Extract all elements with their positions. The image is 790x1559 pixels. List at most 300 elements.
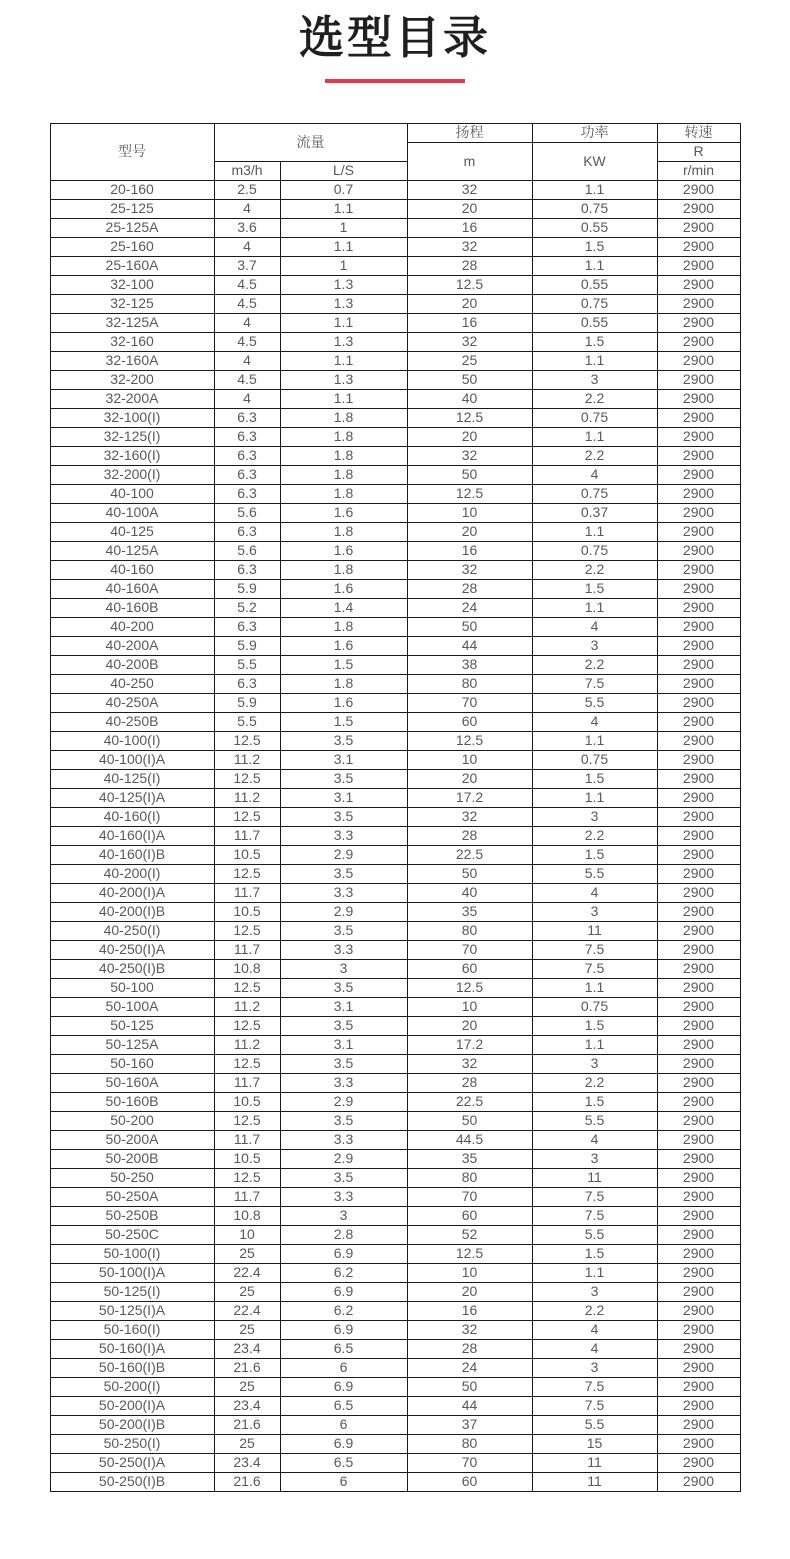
cell-power_kw: 2.2 <box>532 560 657 579</box>
cell-speed_rpm: 2900 <box>657 636 740 655</box>
table-row <box>50 940 740 959</box>
cell-power_kw: 5.5 <box>532 1225 657 1244</box>
cell-flow_m3h: 4.5 <box>214 275 280 294</box>
cell-speed_rpm: 2900 <box>657 256 740 275</box>
cell-flow_ls: 1.8 <box>280 465 407 484</box>
cell-power_kw: 5.5 <box>532 1111 657 1130</box>
cell-head_m: 60 <box>407 959 532 978</box>
cell-power_kw: 5.5 <box>532 693 657 712</box>
cell-head_m: 44 <box>407 1396 532 1415</box>
cell-head_m: 10 <box>407 750 532 769</box>
table-row <box>50 408 740 427</box>
cell-head_m: 20 <box>407 522 532 541</box>
cell-flow_m3h: 11.7 <box>214 826 280 845</box>
table-row <box>50 389 740 408</box>
cell-speed_rpm: 2900 <box>657 1111 740 1130</box>
cell-model: 32-200 <box>50 370 214 389</box>
table-row <box>50 959 740 978</box>
cell-flow_ls: 1.3 <box>280 294 407 313</box>
cell-flow_ls: 0.7 <box>280 180 407 199</box>
cell-flow_ls: 3.1 <box>280 1035 407 1054</box>
cell-head_m: 50 <box>407 617 532 636</box>
cell-flow_ls: 1.6 <box>280 636 407 655</box>
cell-speed_rpm: 2900 <box>657 1396 740 1415</box>
cell-power_kw: 1.1 <box>532 978 657 997</box>
cell-speed_rpm: 2900 <box>657 332 740 351</box>
cell-flow_m3h: 6.3 <box>214 427 280 446</box>
title-divider <box>325 79 465 83</box>
table-row <box>50 731 740 750</box>
cell-speed_rpm: 2900 <box>657 1225 740 1244</box>
cell-flow_m3h: 4.5 <box>214 370 280 389</box>
cell-model: 40-200(I)B <box>50 902 214 921</box>
cell-flow_m3h: 5.6 <box>214 541 280 560</box>
cell-speed_rpm: 2900 <box>657 1453 740 1472</box>
cell-model: 32-125 <box>50 294 214 313</box>
cell-head_m: 80 <box>407 1168 532 1187</box>
cell-flow_ls: 6.9 <box>280 1320 407 1339</box>
cell-model: 50-125(I) <box>50 1282 214 1301</box>
cell-flow_ls: 3.3 <box>280 1130 407 1149</box>
cell-power_kw: 4 <box>532 883 657 902</box>
cell-power_kw: 4 <box>532 465 657 484</box>
cell-model: 40-250B <box>50 712 214 731</box>
cell-power_kw: 2.2 <box>532 1301 657 1320</box>
cell-flow_ls: 1.8 <box>280 617 407 636</box>
table-row <box>50 370 740 389</box>
table-row <box>50 503 740 522</box>
cell-flow_m3h: 11.2 <box>214 997 280 1016</box>
cell-flow_m3h: 11.2 <box>214 788 280 807</box>
table-row <box>50 655 740 674</box>
cell-head_m: 38 <box>407 655 532 674</box>
cell-speed_rpm: 2900 <box>657 674 740 693</box>
cell-model: 40-160A <box>50 579 214 598</box>
cell-head_m: 20 <box>407 294 532 313</box>
cell-speed_rpm: 2900 <box>657 921 740 940</box>
header-power-unit: KW <box>532 142 657 180</box>
cell-flow_ls: 6 <box>280 1358 407 1377</box>
cell-flow_m3h: 3.6 <box>214 218 280 237</box>
cell-head_m: 28 <box>407 826 532 845</box>
cell-model: 50-100(I) <box>50 1244 214 1263</box>
cell-power_kw: 11 <box>532 921 657 940</box>
cell-power_kw: 0.75 <box>532 294 657 313</box>
cell-power_kw: 1.1 <box>532 1035 657 1054</box>
cell-power_kw: 0.55 <box>532 275 657 294</box>
cell-speed_rpm: 2900 <box>657 712 740 731</box>
header-power: 功率 <box>532 123 657 142</box>
cell-power_kw: 4 <box>532 1130 657 1149</box>
cell-flow_m3h: 25 <box>214 1282 280 1301</box>
cell-flow_m3h: 10.5 <box>214 845 280 864</box>
cell-model: 25-125A <box>50 218 214 237</box>
table-row <box>50 845 740 864</box>
cell-model: 32-160A <box>50 351 214 370</box>
cell-power_kw: 3 <box>532 1282 657 1301</box>
cell-speed_rpm: 2900 <box>657 845 740 864</box>
cell-power_kw: 3 <box>532 1054 657 1073</box>
table-row <box>50 560 740 579</box>
cell-flow_ls: 1.6 <box>280 541 407 560</box>
cell-power_kw: 5.5 <box>532 864 657 883</box>
cell-flow_m3h: 10.8 <box>214 1206 280 1225</box>
cell-flow_ls: 1.8 <box>280 408 407 427</box>
cell-speed_rpm: 2900 <box>657 598 740 617</box>
cell-flow_ls: 1.1 <box>280 351 407 370</box>
cell-head_m: 70 <box>407 1453 532 1472</box>
cell-speed_rpm: 2900 <box>657 579 740 598</box>
cell-flow_m3h: 6.3 <box>214 522 280 541</box>
cell-speed_rpm: 2900 <box>657 275 740 294</box>
cell-power_kw: 1.1 <box>532 180 657 199</box>
cell-head_m: 32 <box>407 560 532 579</box>
cell-head_m: 28 <box>407 256 532 275</box>
cell-flow_m3h: 23.4 <box>214 1339 280 1358</box>
cell-head_m: 50 <box>407 1377 532 1396</box>
cell-model: 50-250C <box>50 1225 214 1244</box>
cell-flow_m3h: 12.5 <box>214 978 280 997</box>
cell-speed_rpm: 2900 <box>657 522 740 541</box>
cell-speed_rpm: 2900 <box>657 959 740 978</box>
cell-head_m: 40 <box>407 389 532 408</box>
cell-flow_m3h: 12.5 <box>214 731 280 750</box>
cell-model: 32-200(I) <box>50 465 214 484</box>
cell-model: 50-100(I)A <box>50 1263 214 1282</box>
cell-flow_ls: 3.5 <box>280 1168 407 1187</box>
cell-flow_ls: 6.9 <box>280 1377 407 1396</box>
cell-flow_m3h: 12.5 <box>214 1111 280 1130</box>
cell-flow_m3h: 10 <box>214 1225 280 1244</box>
cell-head_m: 24 <box>407 598 532 617</box>
cell-speed_rpm: 2900 <box>657 351 740 370</box>
cell-model: 40-250A <box>50 693 214 712</box>
cell-model: 50-200(I) <box>50 1377 214 1396</box>
cell-flow_m3h: 4 <box>214 313 280 332</box>
cell-head_m: 37 <box>407 1415 532 1434</box>
cell-flow_ls: 3.5 <box>280 1016 407 1035</box>
cell-speed_rpm: 2900 <box>657 1282 740 1301</box>
table-row <box>50 313 740 332</box>
cell-head_m: 22.5 <box>407 1092 532 1111</box>
cell-flow_ls: 3.5 <box>280 807 407 826</box>
table-row <box>50 674 740 693</box>
cell-flow_ls: 1.3 <box>280 275 407 294</box>
table-row <box>50 1054 740 1073</box>
cell-speed_rpm: 2900 <box>657 465 740 484</box>
cell-flow_m3h: 11.7 <box>214 1073 280 1092</box>
cell-head_m: 12.5 <box>407 408 532 427</box>
cell-flow_ls: 3.5 <box>280 769 407 788</box>
cell-flow_m3h: 21.6 <box>214 1472 280 1491</box>
cell-power_kw: 4 <box>532 1339 657 1358</box>
cell-power_kw: 2.2 <box>532 826 657 845</box>
cell-flow_m3h: 5.2 <box>214 598 280 617</box>
cell-model: 50-200A <box>50 1130 214 1149</box>
cell-power_kw: 7.5 <box>532 959 657 978</box>
table-row <box>50 1092 740 1111</box>
cell-speed_rpm: 2900 <box>657 750 740 769</box>
cell-head_m: 25 <box>407 351 532 370</box>
cell-model: 40-160 <box>50 560 214 579</box>
cell-head_m: 44.5 <box>407 1130 532 1149</box>
cell-model: 50-100 <box>50 978 214 997</box>
cell-flow_m3h: 12.5 <box>214 1016 280 1035</box>
cell-power_kw: 0.75 <box>532 199 657 218</box>
table-row <box>50 1358 740 1377</box>
cell-power_kw: 1.5 <box>532 1016 657 1035</box>
cell-flow_ls: 3.3 <box>280 883 407 902</box>
cell-head_m: 35 <box>407 902 532 921</box>
cell-flow_ls: 1.8 <box>280 427 407 446</box>
cell-model: 40-160(I)B <box>50 845 214 864</box>
cell-power_kw: 2.2 <box>532 389 657 408</box>
cell-model: 50-160(I) <box>50 1320 214 1339</box>
cell-model: 50-250(I) <box>50 1434 214 1453</box>
cell-head_m: 16 <box>407 1301 532 1320</box>
cell-head_m: 28 <box>407 579 532 598</box>
cell-flow_ls: 2.9 <box>280 1149 407 1168</box>
table-row <box>50 275 740 294</box>
cell-flow_m3h: 4.5 <box>214 294 280 313</box>
cell-model: 40-160(I)A <box>50 826 214 845</box>
cell-flow_m3h: 22.4 <box>214 1263 280 1282</box>
cell-speed_rpm: 2900 <box>657 978 740 997</box>
cell-speed_rpm: 2900 <box>657 1073 740 1092</box>
cell-flow_m3h: 5.9 <box>214 693 280 712</box>
cell-flow_m3h: 4.5 <box>214 332 280 351</box>
cell-model: 50-160(I)A <box>50 1339 214 1358</box>
cell-model: 50-250 <box>50 1168 214 1187</box>
cell-model: 50-200(I)B <box>50 1415 214 1434</box>
cell-power_kw: 1.1 <box>532 522 657 541</box>
cell-head_m: 24 <box>407 1358 532 1377</box>
cell-model: 40-250(I)A <box>50 940 214 959</box>
cell-speed_rpm: 2900 <box>657 218 740 237</box>
cell-flow_ls: 2.8 <box>280 1225 407 1244</box>
cell-head_m: 12.5 <box>407 978 532 997</box>
cell-power_kw: 1.1 <box>532 1263 657 1282</box>
cell-flow_m3h: 6.3 <box>214 465 280 484</box>
table-row <box>50 1301 740 1320</box>
table-row <box>50 712 740 731</box>
cell-power_kw: 7.5 <box>532 940 657 959</box>
header-flow-unit-m3h: m3/h <box>214 161 280 180</box>
cell-power_kw: 11 <box>532 1168 657 1187</box>
cell-head_m: 70 <box>407 1187 532 1206</box>
cell-head_m: 32 <box>407 446 532 465</box>
cell-model: 40-125A <box>50 541 214 560</box>
cell-power_kw: 2.2 <box>532 1073 657 1092</box>
cell-model: 40-160B <box>50 598 214 617</box>
cell-head_m: 17.2 <box>407 1035 532 1054</box>
cell-flow_ls: 6.5 <box>280 1339 407 1358</box>
cell-model: 50-125 <box>50 1016 214 1035</box>
cell-flow_m3h: 5.9 <box>214 636 280 655</box>
cell-flow_ls: 3.1 <box>280 788 407 807</box>
cell-power_kw: 0.75 <box>532 541 657 560</box>
table-row <box>50 750 740 769</box>
cell-flow_m3h: 10.5 <box>214 902 280 921</box>
cell-head_m: 12.5 <box>407 731 532 750</box>
cell-speed_rpm: 2900 <box>657 446 740 465</box>
cell-speed_rpm: 2900 <box>657 1054 740 1073</box>
cell-flow_m3h: 12.5 <box>214 1168 280 1187</box>
cell-flow_m3h: 6.3 <box>214 408 280 427</box>
table-row <box>50 864 740 883</box>
cell-head_m: 50 <box>407 465 532 484</box>
cell-power_kw: 1.1 <box>532 256 657 275</box>
cell-model: 40-160(I) <box>50 807 214 826</box>
header-model: 型号 <box>50 123 214 180</box>
cell-head_m: 10 <box>407 997 532 1016</box>
cell-head_m: 32 <box>407 1320 532 1339</box>
cell-speed_rpm: 2900 <box>657 1244 740 1263</box>
cell-power_kw: 1.5 <box>532 845 657 864</box>
cell-flow_ls: 6.5 <box>280 1453 407 1472</box>
cell-head_m: 60 <box>407 1206 532 1225</box>
cell-flow_ls: 1.6 <box>280 579 407 598</box>
cell-head_m: 80 <box>407 1434 532 1453</box>
table-row <box>50 579 740 598</box>
table-row <box>50 1282 740 1301</box>
cell-flow_m3h: 25 <box>214 1434 280 1453</box>
cell-flow_m3h: 11.2 <box>214 1035 280 1054</box>
table-row <box>50 1149 740 1168</box>
cell-power_kw: 3 <box>532 636 657 655</box>
cell-power_kw: 0.55 <box>532 218 657 237</box>
cell-flow_m3h: 21.6 <box>214 1358 280 1377</box>
table-row <box>50 1130 740 1149</box>
cell-head_m: 10 <box>407 1263 532 1282</box>
cell-power_kw: 7.5 <box>532 1377 657 1396</box>
cell-flow_m3h: 6.3 <box>214 446 280 465</box>
cell-head_m: 32 <box>407 807 532 826</box>
table-row <box>50 256 740 275</box>
table-row <box>50 636 740 655</box>
cell-head_m: 16 <box>407 313 532 332</box>
cell-flow_m3h: 23.4 <box>214 1396 280 1415</box>
cell-speed_rpm: 2900 <box>657 1339 740 1358</box>
cell-power_kw: 7.5 <box>532 674 657 693</box>
cell-head_m: 20 <box>407 1016 532 1035</box>
cell-flow_m3h: 10.8 <box>214 959 280 978</box>
cell-model: 50-160A <box>50 1073 214 1092</box>
cell-flow_m3h: 25 <box>214 1320 280 1339</box>
cell-speed_rpm: 2900 <box>657 883 740 902</box>
cell-speed_rpm: 2900 <box>657 541 740 560</box>
cell-model: 50-200 <box>50 1111 214 1130</box>
cell-power_kw: 0.55 <box>532 313 657 332</box>
table-row <box>50 1339 740 1358</box>
table-row <box>50 1263 740 1282</box>
cell-flow_m3h: 4 <box>214 389 280 408</box>
cell-flow_ls: 3.3 <box>280 940 407 959</box>
cell-model: 32-160 <box>50 332 214 351</box>
table-row <box>50 617 740 636</box>
page-title: 选型目录 <box>298 12 491 63</box>
cell-model: 32-160(I) <box>50 446 214 465</box>
cell-flow_ls: 1.8 <box>280 560 407 579</box>
cell-speed_rpm: 2900 <box>657 427 740 446</box>
cell-speed_rpm: 2900 <box>657 1472 740 1491</box>
cell-flow_m3h: 12.5 <box>214 769 280 788</box>
cell-model: 50-200B <box>50 1149 214 1168</box>
cell-head_m: 16 <box>407 541 532 560</box>
header-flow: 流量 <box>214 123 407 161</box>
cell-flow_ls: 3.3 <box>280 826 407 845</box>
cell-model: 40-250 <box>50 674 214 693</box>
cell-flow_m3h: 11.7 <box>214 940 280 959</box>
cell-speed_rpm: 2900 <box>657 503 740 522</box>
cell-model: 40-250(I) <box>50 921 214 940</box>
cell-head_m: 32 <box>407 1054 532 1073</box>
cell-model: 40-125 <box>50 522 214 541</box>
cell-model: 40-100A <box>50 503 214 522</box>
table-row <box>50 1377 740 1396</box>
cell-flow_m3h: 2.5 <box>214 180 280 199</box>
cell-flow_m3h: 25 <box>214 1377 280 1396</box>
header-head-unit: m <box>407 142 532 180</box>
cell-flow_m3h: 21.6 <box>214 1415 280 1434</box>
cell-flow_ls: 3.1 <box>280 750 407 769</box>
cell-model: 50-250B <box>50 1206 214 1225</box>
table-row <box>50 788 740 807</box>
cell-model: 40-200(I)A <box>50 883 214 902</box>
cell-power_kw: 3 <box>532 1358 657 1377</box>
cell-speed_rpm: 2900 <box>657 769 740 788</box>
cell-flow_ls: 3.1 <box>280 997 407 1016</box>
cell-flow_ls: 1.6 <box>280 693 407 712</box>
cell-head_m: 20 <box>407 769 532 788</box>
cell-flow_m3h: 3.7 <box>214 256 280 275</box>
cell-speed_rpm: 2900 <box>657 731 740 750</box>
cell-head_m: 70 <box>407 940 532 959</box>
header-speed-r: R <box>657 142 740 161</box>
cell-head_m: 32 <box>407 332 532 351</box>
cell-power_kw: 1.5 <box>532 237 657 256</box>
cell-flow_ls: 3.5 <box>280 921 407 940</box>
cell-head_m: 28 <box>407 1339 532 1358</box>
cell-model: 20-160 <box>50 180 214 199</box>
cell-flow_ls: 6.9 <box>280 1244 407 1263</box>
table-row <box>50 294 740 313</box>
cell-speed_rpm: 2900 <box>657 237 740 256</box>
cell-speed_rpm: 2900 <box>657 180 740 199</box>
table-row <box>50 218 740 237</box>
cell-model: 50-250(I)A <box>50 1453 214 1472</box>
cell-model: 50-160(I)B <box>50 1358 214 1377</box>
cell-power_kw: 5.5 <box>532 1415 657 1434</box>
cell-power_kw: 15 <box>532 1434 657 1453</box>
cell-model: 40-100(I)A <box>50 750 214 769</box>
cell-model: 50-250A <box>50 1187 214 1206</box>
cell-power_kw: 0.75 <box>532 997 657 1016</box>
cell-model: 32-100 <box>50 275 214 294</box>
cell-head_m: 50 <box>407 370 532 389</box>
cell-flow_ls: 1.5 <box>280 712 407 731</box>
cell-flow_ls: 3.5 <box>280 1111 407 1130</box>
cell-flow_m3h: 25 <box>214 1244 280 1263</box>
table-row <box>50 883 740 902</box>
cell-model: 40-100 <box>50 484 214 503</box>
table-row <box>50 180 740 199</box>
cell-power_kw: 0.75 <box>532 408 657 427</box>
cell-speed_rpm: 2900 <box>657 807 740 826</box>
cell-speed_rpm: 2900 <box>657 788 740 807</box>
table-row <box>50 199 740 218</box>
table-row <box>50 1016 740 1035</box>
